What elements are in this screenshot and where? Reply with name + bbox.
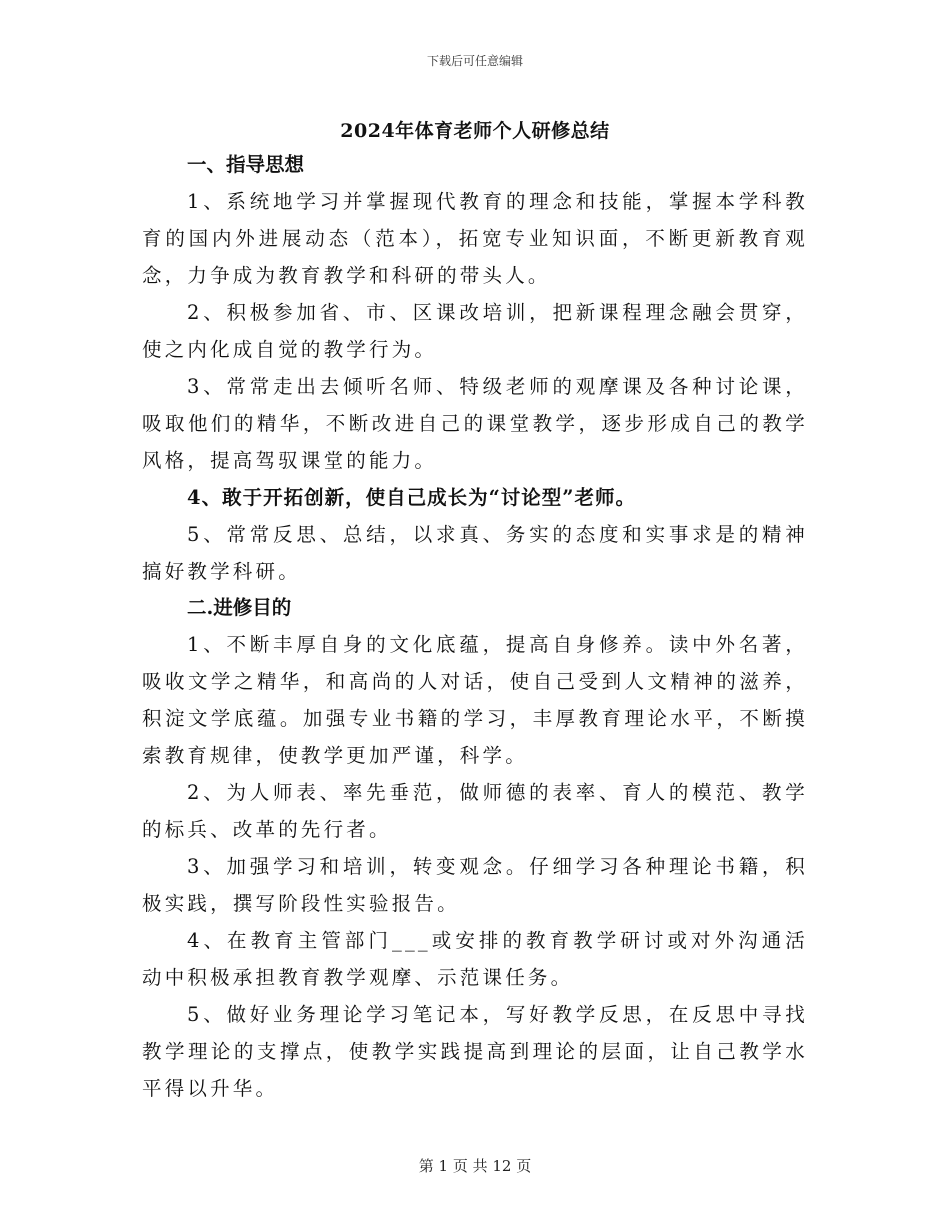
paragraph: 5、常常反思、总结，以求真、务实的态度和实事求是的精神搞好教学科研。: [142, 523, 808, 583]
section-heading: 一、指导思想: [187, 153, 305, 176]
paragraph: 5、做好业务理论学习笔记本，写好教学反思，在反思中寻找教学理论的支撑点，使教学实践提高到理论的层面，让自己教学水平得以升华。: [142, 1003, 808, 1100]
document-body: [142, 147, 808, 1107]
page-number: 第 1 页 共 12 页: [418, 1157, 532, 1175]
paragraph: 1、系统地学习并掌握现代教育的理念和技能，掌握本学科教育的国内外进展动态（范本），拓宽专业知识面，不断更新教育观念，力争成为教育教学和科研的带头人。: [142, 190, 808, 287]
section-heading: 二.进修目的: [187, 596, 292, 619]
paragraph: 4、在教育主管部门___或安排的教育教学研讨或对外沟通活动中积极承担教育教学观摩、示范课任务。: [142, 929, 808, 989]
paragraph: 1、不断丰厚自身的文化底蕴，提高自身修养。读中外名著，吸收文学之精华，和高尚的人对话，使自己受到人文精神的滋养，积淀文学底蕴。加强专业书籍的学习，丰厚教育理论水平，不断摸索教育规律，使教学更加严谨，科学。: [142, 633, 808, 767]
page-header-note: 下载后可任意编辑: [426, 54, 523, 68]
paragraph: 3、加强学习和培训，转变观念。仔细学习各种理论书籍，积极实践，撰写阶段性实验报告。: [142, 855, 808, 915]
document-title: 2024年体育老师个人研修总结: [340, 120, 610, 142]
paragraph: 2、为人师表、率先垂范，做师德的表率、育人的模范、教学的标兵、改革的先行者。: [142, 781, 808, 841]
paragraph: 3、常常走出去倾听名师、特级老师的观摩课及各种讨论课，吸取他们的精华，不断改进自己的课堂教学，逐步形成自己的教学风格，提高驾驭课堂的能力。: [142, 375, 808, 472]
paragraph-emphasized: 4、敢于开拓创新，使自己成长为“讨论型”老师。: [187, 486, 637, 509]
paragraph: 2、积极参加省、市、区课改培训，把新课程理念融会贯穿，使之内化成自觉的教学行为。: [142, 301, 808, 361]
